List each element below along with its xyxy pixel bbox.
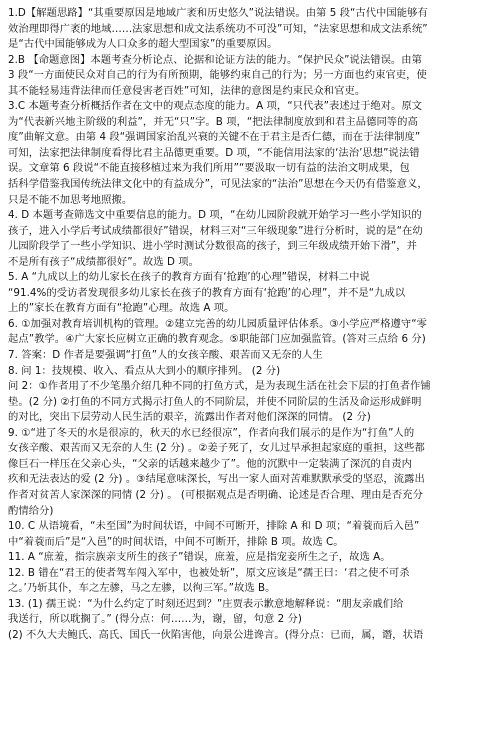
text-line: 11. A “庶羞，指宗族亲支所生的孩子”错误，庶羞，应是指宠妾所生之子，故选 A。 (8, 551, 391, 564)
text-line: 3 段“一方面使民众对自己的行为有所预期，能够约束自己的行为；另一方面也约束官吏，使 (8, 69, 427, 82)
text-line (8, 737, 481, 753)
text-line (8, 659, 481, 675)
text-line: 问 2：①作者用了不少笔墨介绍几种不同的打鱼方式，是为表现生活在社会下层的打鱼者作铺 (8, 380, 431, 393)
text-line: 度”曲解文意。由第 4 段“强调国家治乱兴衰的关键不在于君主是否仁德，而在于法律制度” (8, 131, 421, 144)
text-line: 疚和无法表达的爱 (2 分) 。③结尾意味深长，写出一家人面对苦难默默承受的坚忍，流露出 (8, 473, 425, 486)
text-line: 起点”教学。④广大家长应树立正确的教育观念。⑤职能部门应加强监管。(答对三点给 6 分) (8, 333, 426, 346)
text-line: 为“代表新兴地主阶级的利益”，并无“只”字。B 项，“把法律制度放到和君主品德同等的高 (8, 115, 418, 128)
text-line: 儿园阶段学了一些小学知识、进小学时测试分数很高的孩子，到三年级成绩开始下滑”，并 (8, 240, 417, 253)
text-line: 女孩辛酸、艰苦而又无奈的人生 (2 分) 。②姜子死了，女儿过早承担起家庭的重担，这些都 (8, 442, 425, 455)
text-line: 误。文章第 6 段说“不能直接移植过来为我们所用”“要汲取一切有益的法治文明成果，包 (8, 162, 410, 175)
text-line: 效治理即得广袤的地域……法家思想和成文法系统功不可没”可知，“法家思想和成文法系统” (8, 22, 428, 35)
text-line: 中“着蓑而后”是“入邑”的时间状语，中间不可断开，排除 B 项。故选 C。 (8, 535, 344, 548)
text-line: 10. C 从语境看，“未至国”为时间状语，中间不可断开，排除 A 和 D 项；“着蓑而后入邑” (8, 520, 420, 533)
text-line (8, 643, 481, 659)
text-line: 孩子，进入小学后考试成绩都很好”错误，材料三对“三年级现象”进行分析时，说的是“在幼 (8, 224, 423, 237)
text-line: 作者对贫苦人家深深的同情 (2 分) 。 (可根据观点是否明确、论述是否合理、理由是否充分 (8, 488, 423, 501)
text-line: “91.4%的受访者发现很多幼儿家长在孩子的教育方面有‘抢跑’的心理”，并不是“九成以 (8, 286, 406, 299)
text-line: 12. B 错在“君王的使者驾车闯入军中，也被处斩”，原文应该是“孺王曰：‘君之使不可杀 (8, 566, 410, 579)
text-line: 1.D【解题思路】“其重要原因是地域广袤和历史悠久”说法错误。由第 5 段“古代中国能够有 (8, 7, 428, 19)
text-line: 我送行，所以耽搁了。” (得分点：何……为，谢，留，句意 2 分) (8, 613, 302, 626)
text-line (8, 706, 481, 722)
text-line: 4. D 本题考查筛选文中重要信息的能力。D 项，“在幼儿园阶段就开始学习一些小学知识的 (8, 209, 422, 222)
text-line (8, 690, 481, 706)
text-line: 5. A “九成以上的幼儿家长在孩子的教育方面有‘抢跑’的心理”错误，材料二中说 (8, 271, 370, 284)
text-line: 的对比，突出下层劳动人民生活的艰辛，流露出作者对他们深深的同情。 (2 分) (8, 411, 371, 424)
text-line: 是“古代中国能够成为人口众多的超大型国家”的重要原因。 (8, 38, 278, 51)
text-line: 3.C 本题考查分析概括作者在文中的观点态度的能力。A 项，“只代表”表述过于绝对。原文 (8, 100, 423, 113)
text-line: 括科学借鉴我国传统法律文化中的有益成分”，可见法家的“法治”思想在今天仍有借鉴意义， (8, 178, 428, 191)
text-line: 只是不能不加思考地照搬。 (8, 193, 133, 206)
text-line: 13. (1) 孺王说：“为什么约定了时刻还迟到？”庄贾表示歉意地解释说：“朋友亲戚们给 (8, 597, 404, 610)
text-line: 之。’乃斩其仆，车之左骖，马之左骖，以徇三军。”故选 B。 (8, 582, 276, 595)
text-line: 其不能轻易违背法律而任意侵害老百姓”可知，法律的意图是约束民众和官吏。 (8, 84, 366, 97)
text-line: 酌情给分) (8, 504, 54, 517)
text-line: 9. ①“进了冬天的水是很凉的，秋天的水已经很凉”，作者向我们展示的是作为“打鱼”人的 (8, 426, 415, 439)
text-line: 不是所有孩子“成绩都很好”。故选 D 项。 (8, 255, 199, 268)
text-line: 2.B 【命题意图】本题考查分析论点、论据和论证方法的能力。“保护民众”说法错误。由第 (8, 53, 422, 66)
text-line: 7. 答案：D 作者是要强调“打鱼”人的女孩辛酸、艰苦而又无奈的人生 (8, 349, 323, 362)
text-line: 上的”家长在教育方面有“抢跑”心理。故选 A 项。 (8, 302, 235, 315)
text-line: 垫。(2 分) ②打鱼的不同方式揭示打鱼人的不同阶层，并使不同阶层的生活及命运形成鲜明 (8, 395, 422, 408)
text-line (8, 721, 481, 737)
text-line: 像巨石一样压在父亲心头，“父亲的话越来越少了”。他的沉默中一定装满了深沉的自责内 (8, 457, 412, 470)
text-line: 8. 问 1：技规模、收入、看点从大到小的顺序排列。 (2 分) (8, 364, 281, 377)
text-line (8, 675, 481, 691)
text-line: 可知，法家把法律制度看得比君主品德更重要。D 项，“不能信用法家的‘法治’思想”说法错 (8, 146, 420, 159)
text-line: (2) 不久大夫鲍氏、高氏、国氏一伙陷害他，向景公进谗言。(得分点：已而，属，谮，状语 (8, 628, 424, 641)
text-line: 6. ①加强对教育培训机构的管理。②建立完善的幼儿园质量评估体系。③小学应严格遵守“零 (8, 317, 427, 330)
